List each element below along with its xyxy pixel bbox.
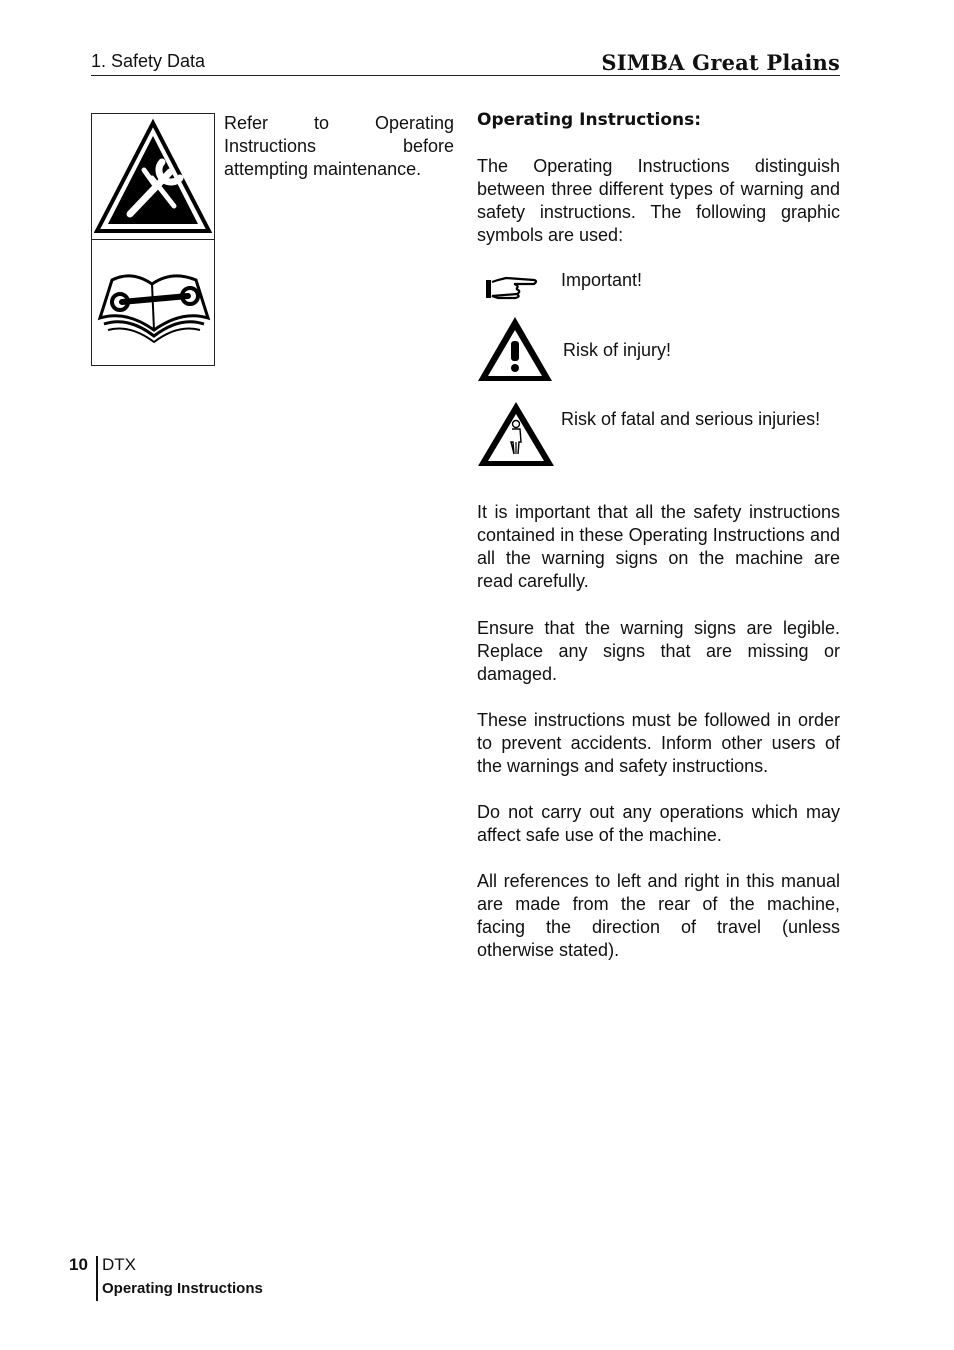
brand-logo: SIMBA Great Plains (601, 50, 840, 75)
body-paragraph: All references to left and right in this manual are made from the rear of the machine, facing the direction of travel (unless otherwise stated). (477, 871, 840, 960)
note-word: to (313, 113, 329, 133)
body-paragraph: It is important that all the safety instructions contained in these Operating Instructions and all the warning signs on the machine are read carefully. (477, 502, 840, 591)
symbol-label-important: Important! (561, 270, 643, 290)
note-word: attempting maintenance. (224, 159, 422, 179)
pointing-hand-icon (484, 274, 540, 302)
body-paragraph: These instructions must be followed in order to prevent accidents. Inform other users of the warnings and safety instructions. (477, 710, 840, 776)
footer-doc-type: Operating Instructions (102, 1280, 263, 1297)
footer-divider (96, 1256, 98, 1301)
section-title: 1. Safety Data (91, 51, 206, 71)
footer-model: DTX (102, 1255, 136, 1274)
note-line (224, 158, 454, 181)
note-line (224, 135, 454, 158)
note-line (224, 112, 454, 135)
page-number: 10 (69, 1255, 88, 1274)
note-word: Operating (374, 113, 454, 133)
body-paragraph: Ensure that the warning signs are legible. Replace any signs that are missing or damaged. (477, 618, 840, 684)
symbol-label-fatal: Risk of fatal and serious injuries! (561, 409, 821, 429)
body-paragraph: Do not carry out any operations which may affect safe use of the machine. (477, 802, 840, 845)
exclamation-warning-icon (476, 315, 554, 383)
note-word: before (402, 136, 454, 156)
header-divider (91, 75, 840, 76)
maintenance-note (224, 112, 454, 181)
book-wrench-icon (92, 240, 214, 365)
operating-instructions-heading: Operating Instructions: (477, 110, 702, 130)
maintenance-sign-box (91, 113, 215, 366)
intro-paragraph: The Operating Instructions distinguish between three different types of warning and safety instructions. The following graphic symbols are used: (477, 156, 840, 245)
note-word: Instructions (224, 136, 317, 156)
person-warning-icon (476, 400, 556, 468)
note-word: Refer (224, 113, 269, 133)
manual-sign (92, 239, 214, 365)
warning-tools-sign (92, 114, 214, 239)
wrench-warning-icon (92, 114, 214, 239)
symbol-label-injury: Risk of injury! (563, 340, 672, 360)
